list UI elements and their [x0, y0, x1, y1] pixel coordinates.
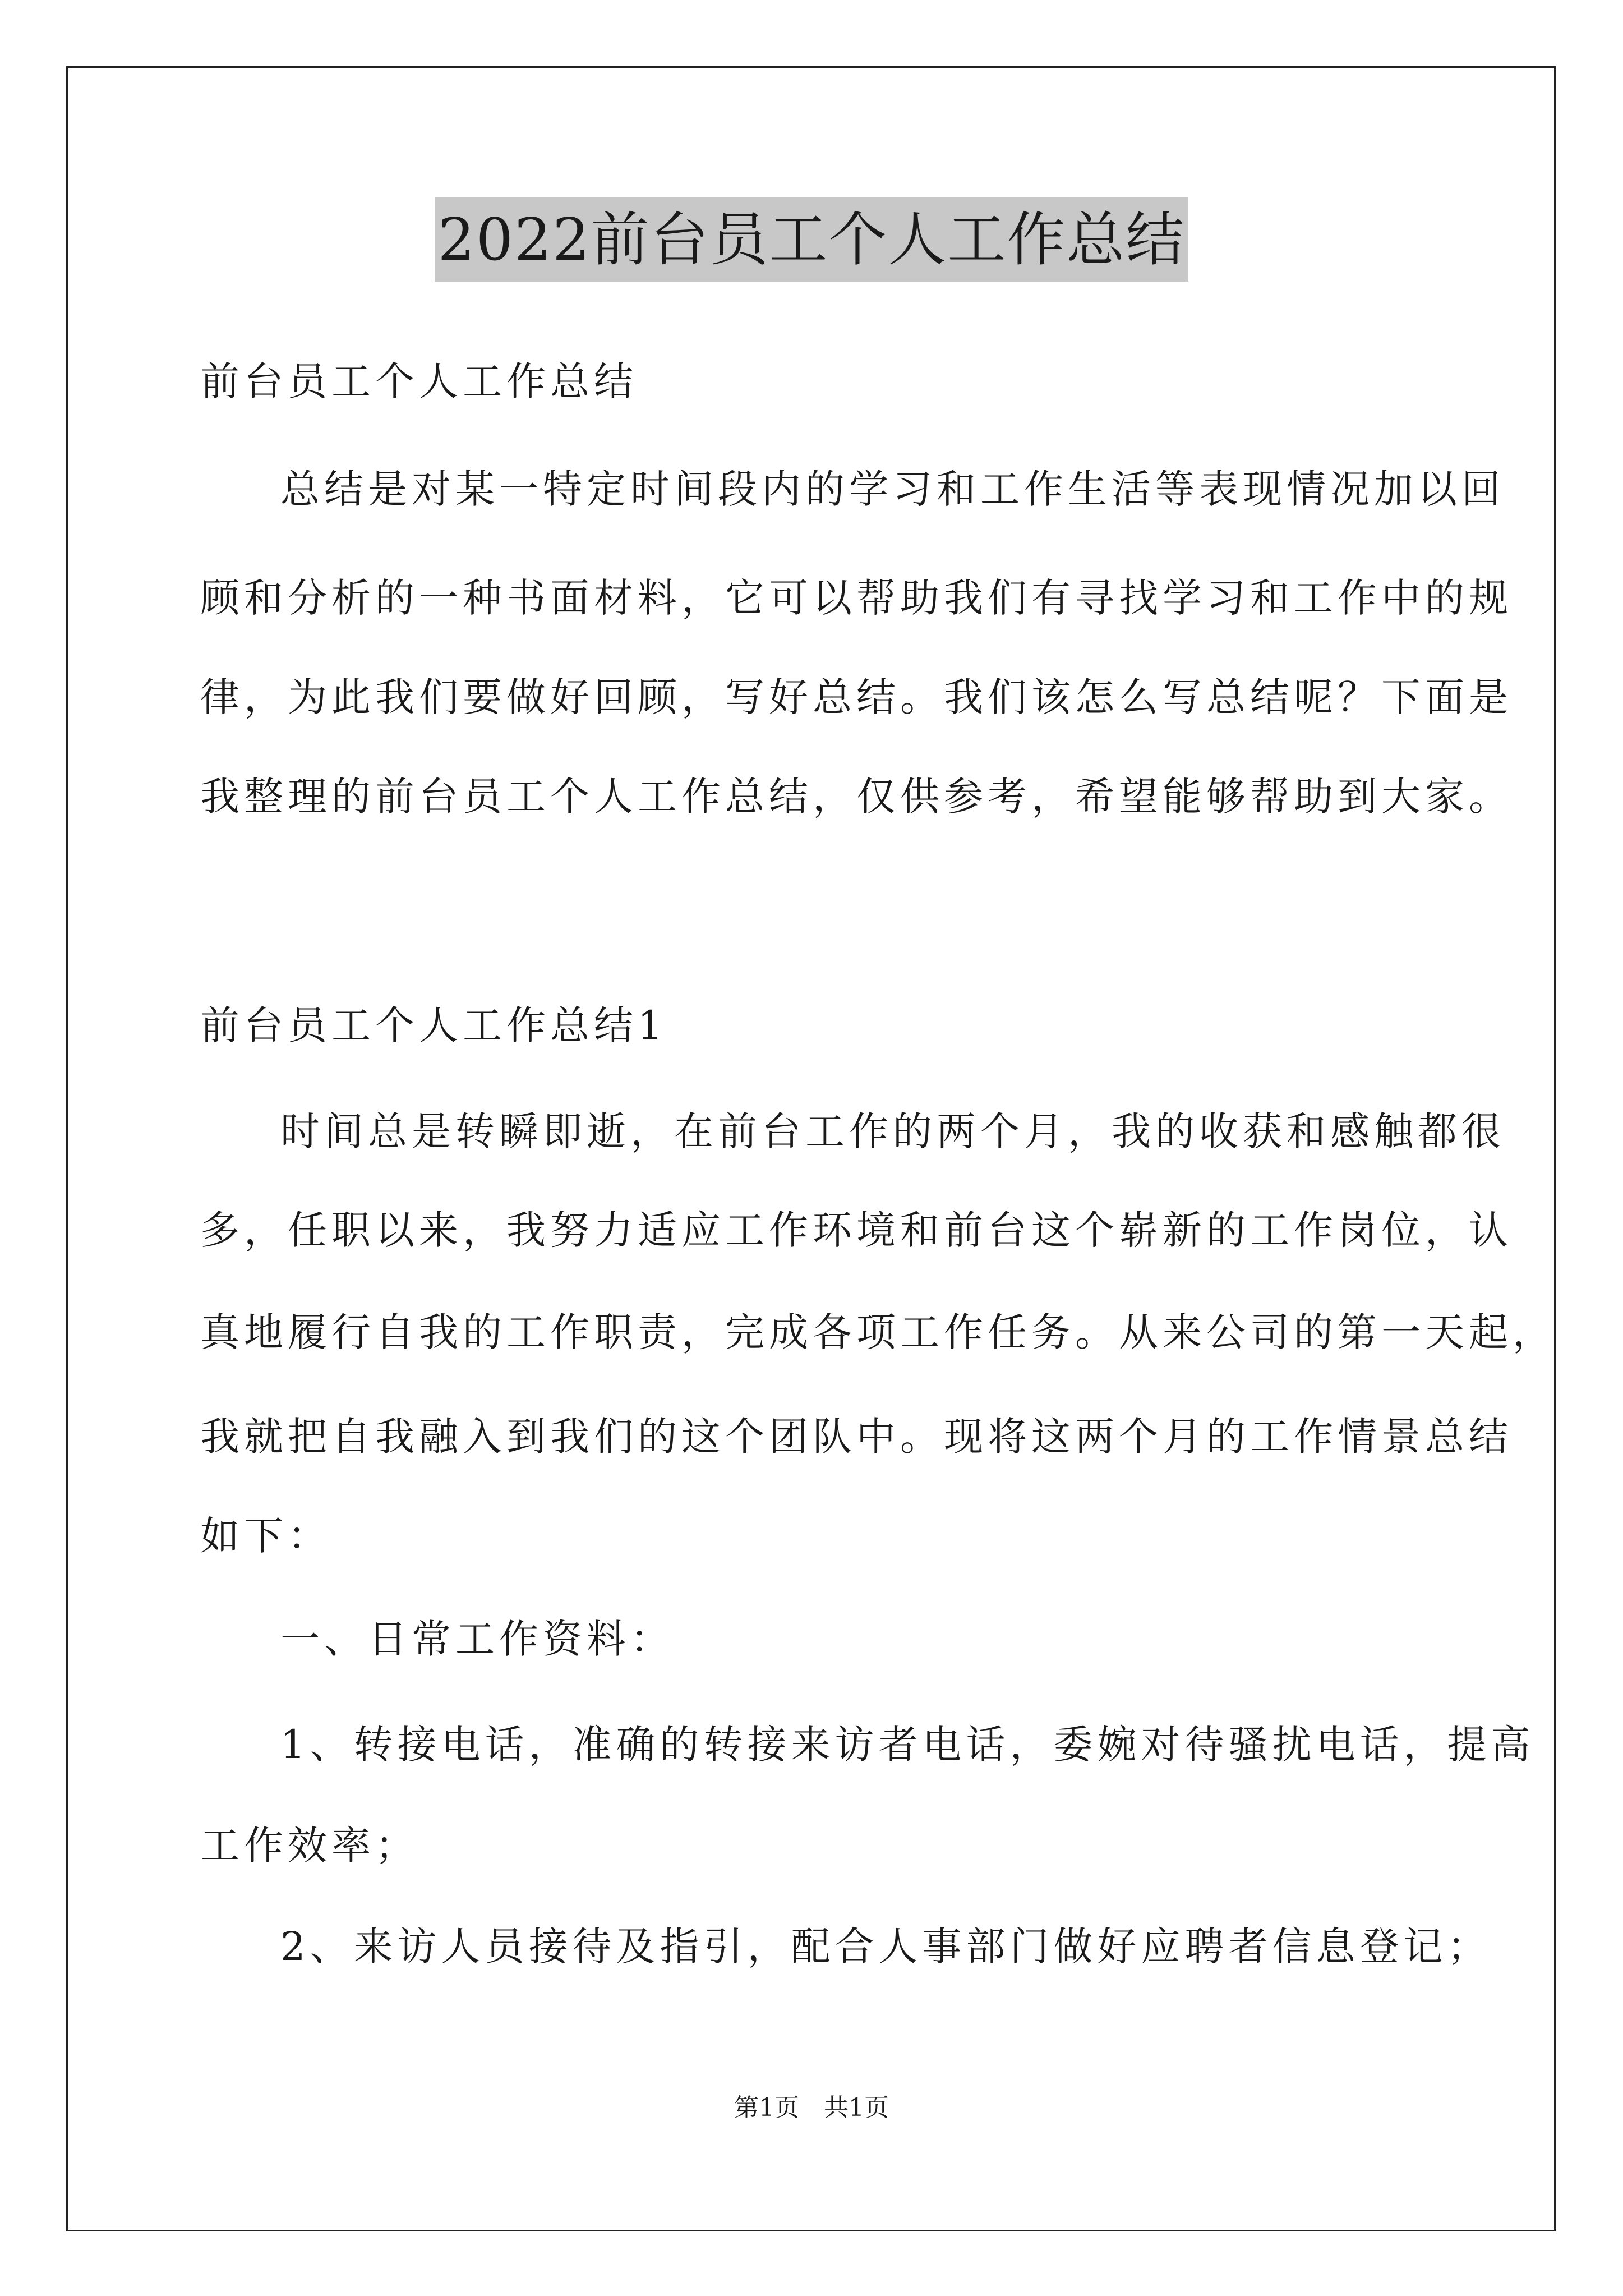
paragraph-line: 律，为此我们要做好回顾，写好总结。我们该怎么写总结呢？下面是 — [200, 674, 1513, 720]
document-title: 2022前台员工个人工作总结 — [435, 197, 1189, 282]
paragraph-line: 总结是对某一特定时间段内的学习和工作生活等表现情况加以回 — [280, 466, 1505, 512]
paragraph-line: 如下： — [200, 1513, 331, 1559]
paragraph-line: 多，任职以来，我努力适应工作环境和前台这个崭新的工作岗位，认 — [200, 1207, 1513, 1253]
list-item-line: 2、来访人员接待及指引，配合人事部门做好应聘者信息登记； — [280, 1924, 1491, 1970]
page-number: 第1页 — [734, 2093, 799, 2122]
list-item-line: 工作效率； — [200, 1823, 419, 1869]
paragraph-line: 顾和分析的一种书面材料，它可以帮助我们有寻找学习和工作中的规 — [200, 575, 1513, 621]
subheading-line: 一、日常工作资料： — [280, 1616, 674, 1662]
title-container — [0, 197, 1623, 282]
paragraph-line: 时间总是转瞬即逝，在前台工作的两个月，我的收获和感触都很 — [280, 1108, 1505, 1154]
paragraph-line: 我整理的前台员工个人工作总结，仅供参考，希望能够帮助到大家。 — [200, 774, 1513, 820]
page-footer — [0, 2091, 1623, 2125]
page-total: 共1页 — [824, 2093, 889, 2122]
section-heading: 前台员工个人工作总结1 — [200, 1002, 667, 1048]
paragraph-line: 真地履行自我的工作职责，完成各项工作任务。从来公司的第一天起， — [200, 1309, 1556, 1355]
list-item-line: 1、转接电话，准确的转接来访者电话，委婉对待骚扰电话，提高 — [280, 1722, 1535, 1768]
section-heading: 前台员工个人工作总结 — [200, 358, 638, 404]
paragraph-line: 我就把自我融入到我们的这个团队中。现将这两个月的工作情景总结 — [200, 1414, 1513, 1460]
